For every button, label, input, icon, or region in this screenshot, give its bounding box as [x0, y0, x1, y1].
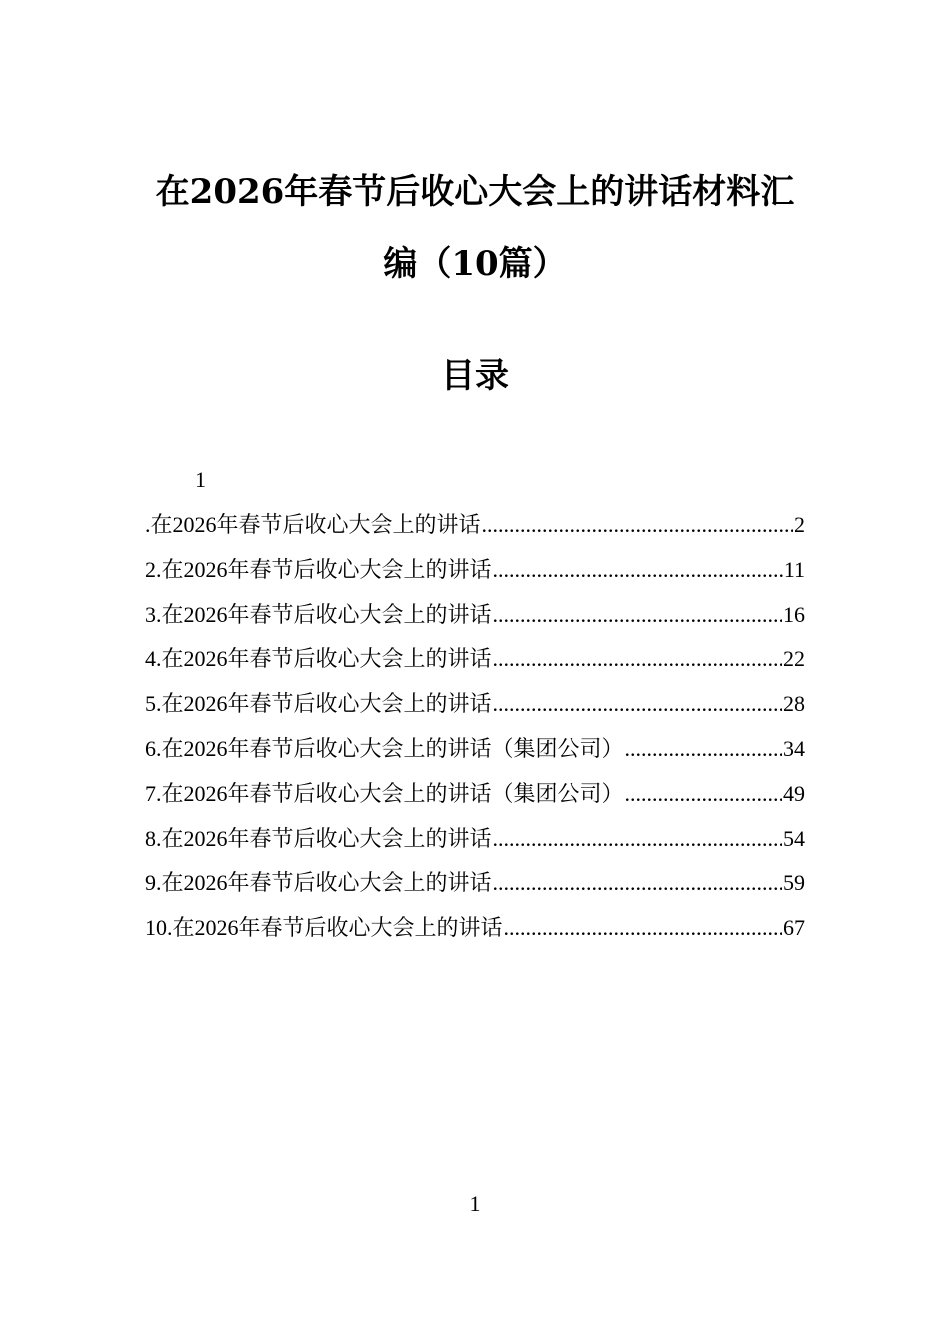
toc-entry-title: 7.在2026年春节后收心大会上的讲话（集团公司）	[145, 780, 624, 806]
toc-dot-leader	[625, 734, 782, 764]
toc-entry-page: 28	[783, 691, 805, 717]
toc-dot-leader	[493, 555, 783, 585]
toc-entry[interactable]	[145, 824, 805, 869]
toc-entry-page: 59	[783, 870, 805, 896]
toc-dot-leader	[625, 779, 782, 809]
page-number: 1	[469, 1191, 481, 1216]
toc-dot-leader	[504, 913, 782, 943]
toc-entry-title: 10.在2026年春节后收心大会上的讲话	[145, 915, 503, 941]
toc-entry-title: 8.在2026年春节后收心大会上的讲话	[145, 825, 492, 851]
document-title-line-2: 编（10篇）	[383, 244, 567, 284]
toc-dot-leader	[493, 644, 782, 674]
toc-entry[interactable]	[145, 868, 805, 913]
toc-dot-leader	[493, 689, 782, 719]
toc-entry-page: 49	[783, 780, 805, 806]
toc-stray-number: 1	[195, 467, 206, 492]
toc-entry[interactable]	[145, 779, 805, 824]
toc-entry-page: 67	[783, 915, 805, 941]
toc-entry[interactable]	[145, 913, 805, 958]
toc-dot-leader	[493, 600, 782, 630]
toc-entry[interactable]	[145, 689, 805, 734]
toc-entry[interactable]	[145, 510, 805, 555]
toc-entry[interactable]	[145, 600, 805, 645]
toc-entry-title: .在2026年春节后收心大会上的讲话	[145, 512, 481, 537]
toc-dot-leader	[493, 868, 782, 898]
toc-entry-title: 4.在2026年春节后收心大会上的讲话	[145, 646, 492, 672]
toc-entry-title: 9.在2026年春节后收心大会上的讲话	[145, 870, 492, 896]
toc-entry-page: 2	[794, 512, 805, 537]
toc-entry-page: 54	[783, 825, 805, 851]
toc-entry[interactable]	[145, 644, 805, 689]
toc-entry-page: 11	[783, 556, 805, 582]
toc-entry[interactable]	[145, 734, 805, 779]
toc-heading: 目录	[441, 356, 509, 396]
document-title-line-1: 在2026年春节后收心大会上的讲话材料汇	[155, 172, 795, 212]
toc-entry-page: 22	[783, 646, 805, 672]
toc-entry[interactable]	[145, 555, 805, 600]
toc-entry-title: 2.在2026年春节后收心大会上的讲话	[145, 556, 492, 582]
table-of-contents	[145, 510, 805, 958]
toc-entry-page: 34	[783, 735, 805, 761]
toc-dot-leader	[493, 824, 782, 854]
toc-entry-page: 16	[783, 601, 805, 627]
toc-entry-title: 5.在2026年春节后收心大会上的讲话	[145, 691, 492, 717]
toc-entry-title: 3.在2026年春节后收心大会上的讲话	[145, 601, 492, 627]
toc-entry-title: 6.在2026年春节后收心大会上的讲话（集团公司）	[145, 735, 624, 761]
toc-dot-leader	[482, 510, 793, 540]
